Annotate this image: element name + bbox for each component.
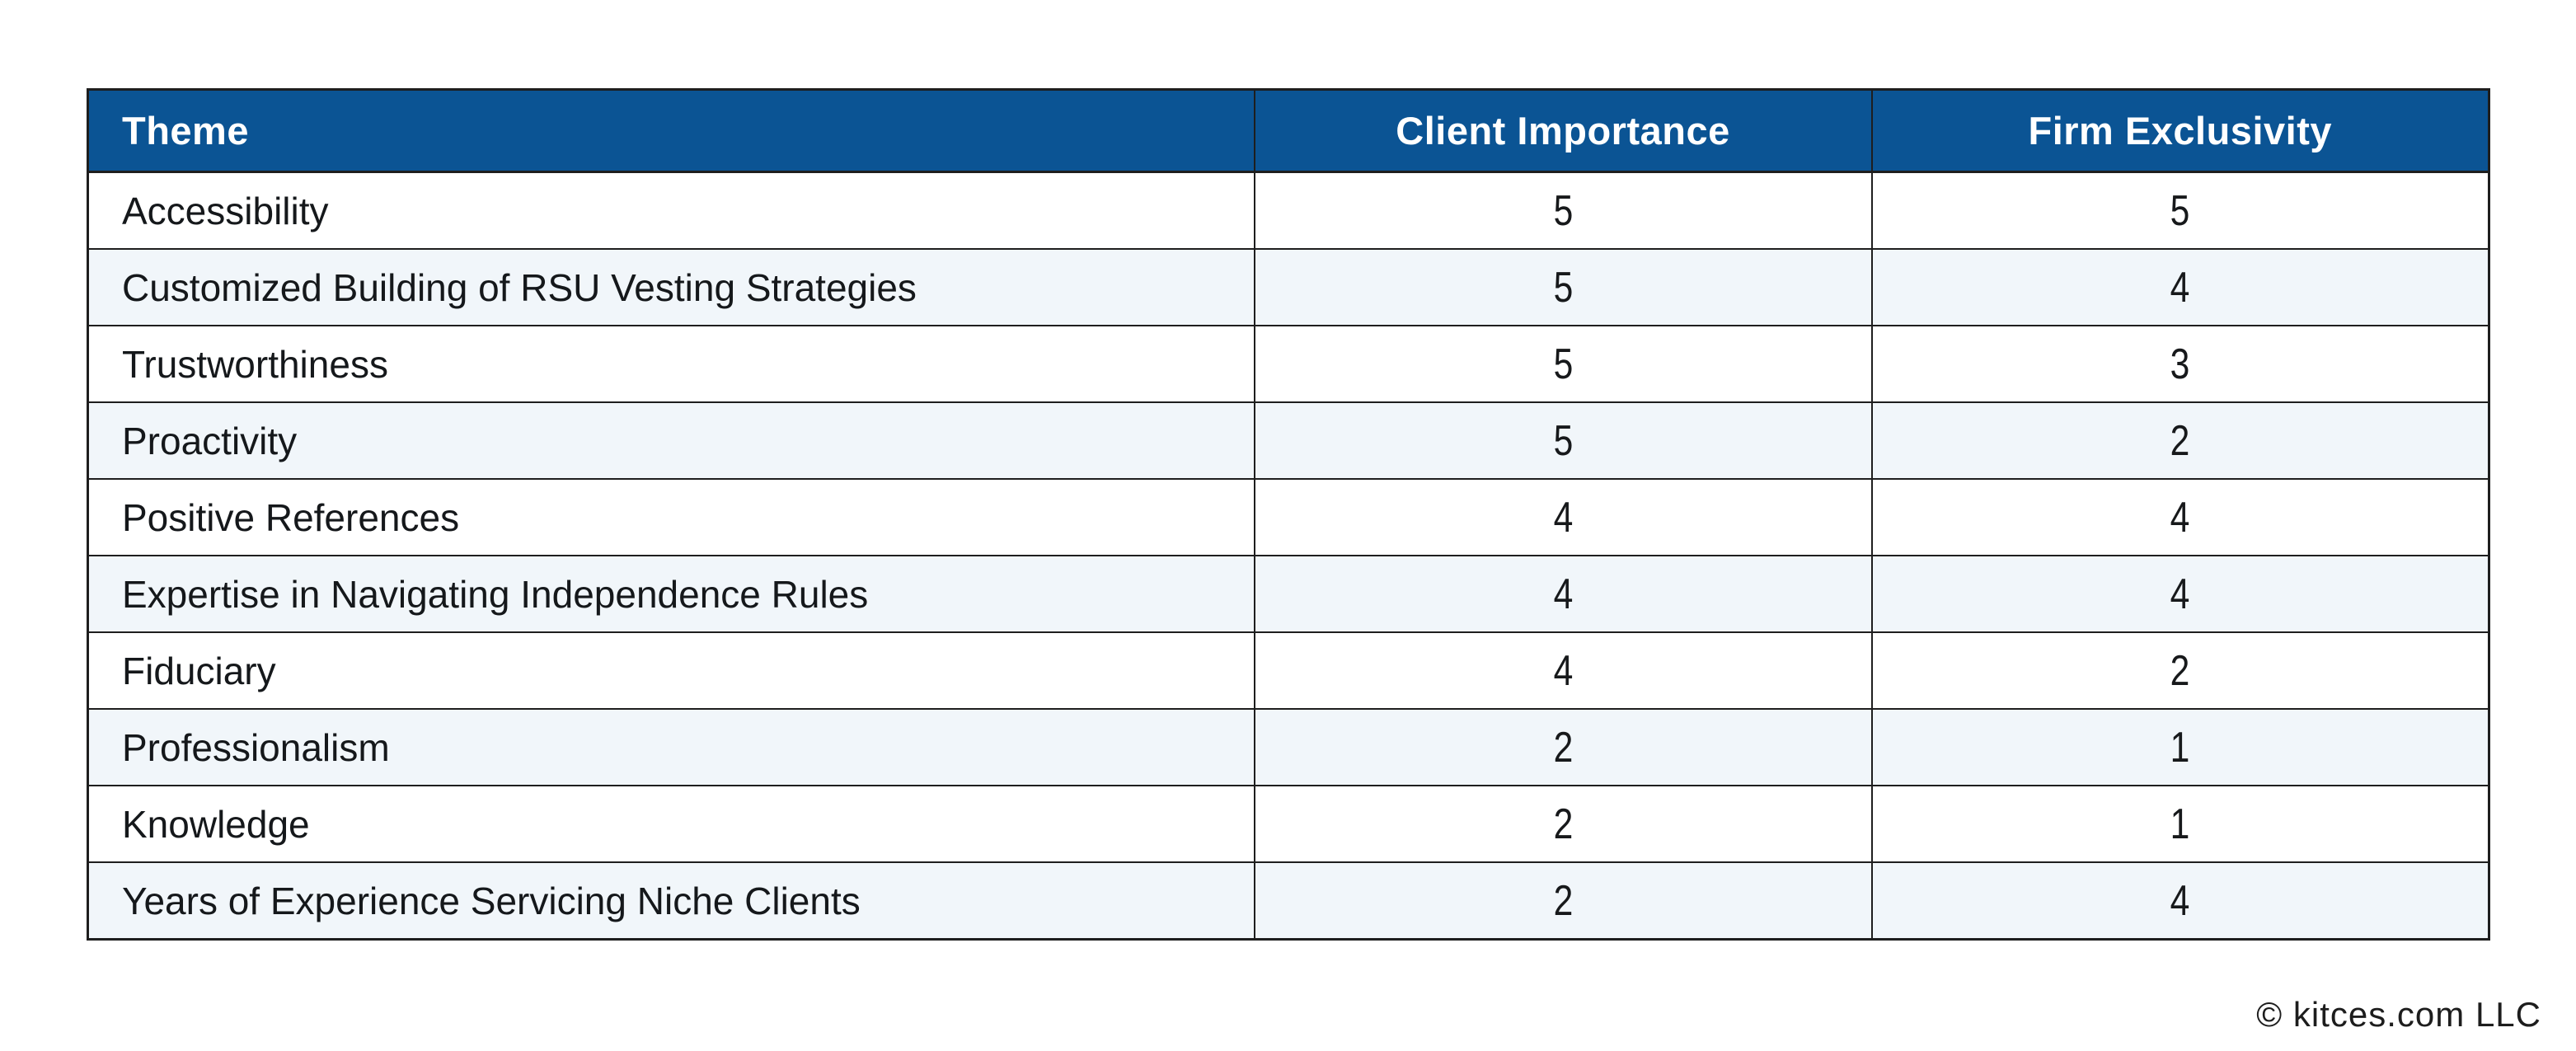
firm-exclusivity-cell xyxy=(1872,556,2489,632)
client-importance-value: 5 xyxy=(1553,263,1573,312)
client-importance-value: 2 xyxy=(1553,800,1573,848)
theme-cell: Professionalism xyxy=(88,709,1255,786)
client-importance-value: 2 xyxy=(1553,723,1573,772)
client-importance-cell xyxy=(1255,402,1872,479)
client-importance-value: 2 xyxy=(1553,876,1573,925)
firm-exclusivity-cell xyxy=(1872,402,2489,479)
theme-cell: Trustworthiness xyxy=(88,326,1255,402)
firm-exclusivity-cell xyxy=(1872,709,2489,786)
firm-exclusivity-cell xyxy=(1872,172,2489,250)
client-importance-cell xyxy=(1255,709,1872,786)
theme-cell: Fiduciary xyxy=(88,632,1255,709)
table-row xyxy=(88,326,2489,402)
client-importance-value: 5 xyxy=(1553,186,1573,235)
firm-exclusivity-value: 1 xyxy=(2170,800,2190,848)
firm-exclusivity-cell xyxy=(1872,249,2489,326)
table-row xyxy=(88,786,2489,862)
firm-exclusivity-cell xyxy=(1872,786,2489,862)
header-row xyxy=(88,90,2489,172)
copyright-notice: © kitces.com LLC xyxy=(2256,995,2541,1034)
firm-exclusivity-value: 1 xyxy=(2170,723,2190,772)
firm-exclusivity-value: 5 xyxy=(2170,186,2190,235)
firm-exclusivity-cell xyxy=(1872,632,2489,709)
firm-exclusivity-value: 4 xyxy=(2170,876,2190,925)
column-header-theme: Theme xyxy=(88,90,1255,172)
firm-exclusivity-cell xyxy=(1872,862,2489,940)
table-row xyxy=(88,249,2489,326)
table-row xyxy=(88,479,2489,556)
client-importance-cell xyxy=(1255,479,1872,556)
column-header-client-importance: Client Importance xyxy=(1255,90,1872,172)
theme-cell: Expertise in Navigating Independence Rules xyxy=(88,556,1255,632)
firm-exclusivity-value: 4 xyxy=(2170,493,2190,542)
client-importance-cell xyxy=(1255,862,1872,940)
client-importance-cell xyxy=(1255,786,1872,862)
theme-cell: Positive References xyxy=(88,479,1255,556)
client-importance-value: 4 xyxy=(1553,646,1573,695)
theme-cell: Knowledge xyxy=(88,786,1255,862)
client-importance-cell xyxy=(1255,632,1872,709)
client-importance-cell xyxy=(1255,556,1872,632)
firm-exclusivity-value: 3 xyxy=(2170,340,2190,388)
table-body xyxy=(88,172,2489,940)
table-row xyxy=(88,709,2489,786)
theme-comparison-table xyxy=(87,88,2490,941)
client-importance-value: 4 xyxy=(1553,493,1573,542)
theme-cell: Years of Experience Servicing Niche Clients xyxy=(88,862,1255,940)
column-header-firm-exclusivity: Firm Exclusivity xyxy=(1872,90,2489,172)
client-importance-cell xyxy=(1255,326,1872,402)
firm-exclusivity-cell xyxy=(1872,326,2489,402)
theme-cell: Accessibility xyxy=(88,172,1255,250)
table-row xyxy=(88,172,2489,250)
table-row xyxy=(88,402,2489,479)
client-importance-value: 4 xyxy=(1553,570,1573,618)
firm-exclusivity-cell xyxy=(1872,479,2489,556)
firm-exclusivity-value: 4 xyxy=(2170,570,2190,618)
client-importance-value: 5 xyxy=(1553,340,1573,388)
firm-exclusivity-value: 2 xyxy=(2170,416,2190,465)
firm-exclusivity-value: 4 xyxy=(2170,263,2190,312)
client-importance-value: 5 xyxy=(1553,416,1573,465)
table-row xyxy=(88,556,2489,632)
theme-cell: Customized Building of RSU Vesting Strategies xyxy=(88,249,1255,326)
table-row xyxy=(88,862,2489,940)
client-importance-cell xyxy=(1255,249,1872,326)
firm-exclusivity-value: 2 xyxy=(2170,646,2190,695)
client-importance-cell xyxy=(1255,172,1872,250)
table-row xyxy=(88,632,2489,709)
theme-cell: Proactivity xyxy=(88,402,1255,479)
